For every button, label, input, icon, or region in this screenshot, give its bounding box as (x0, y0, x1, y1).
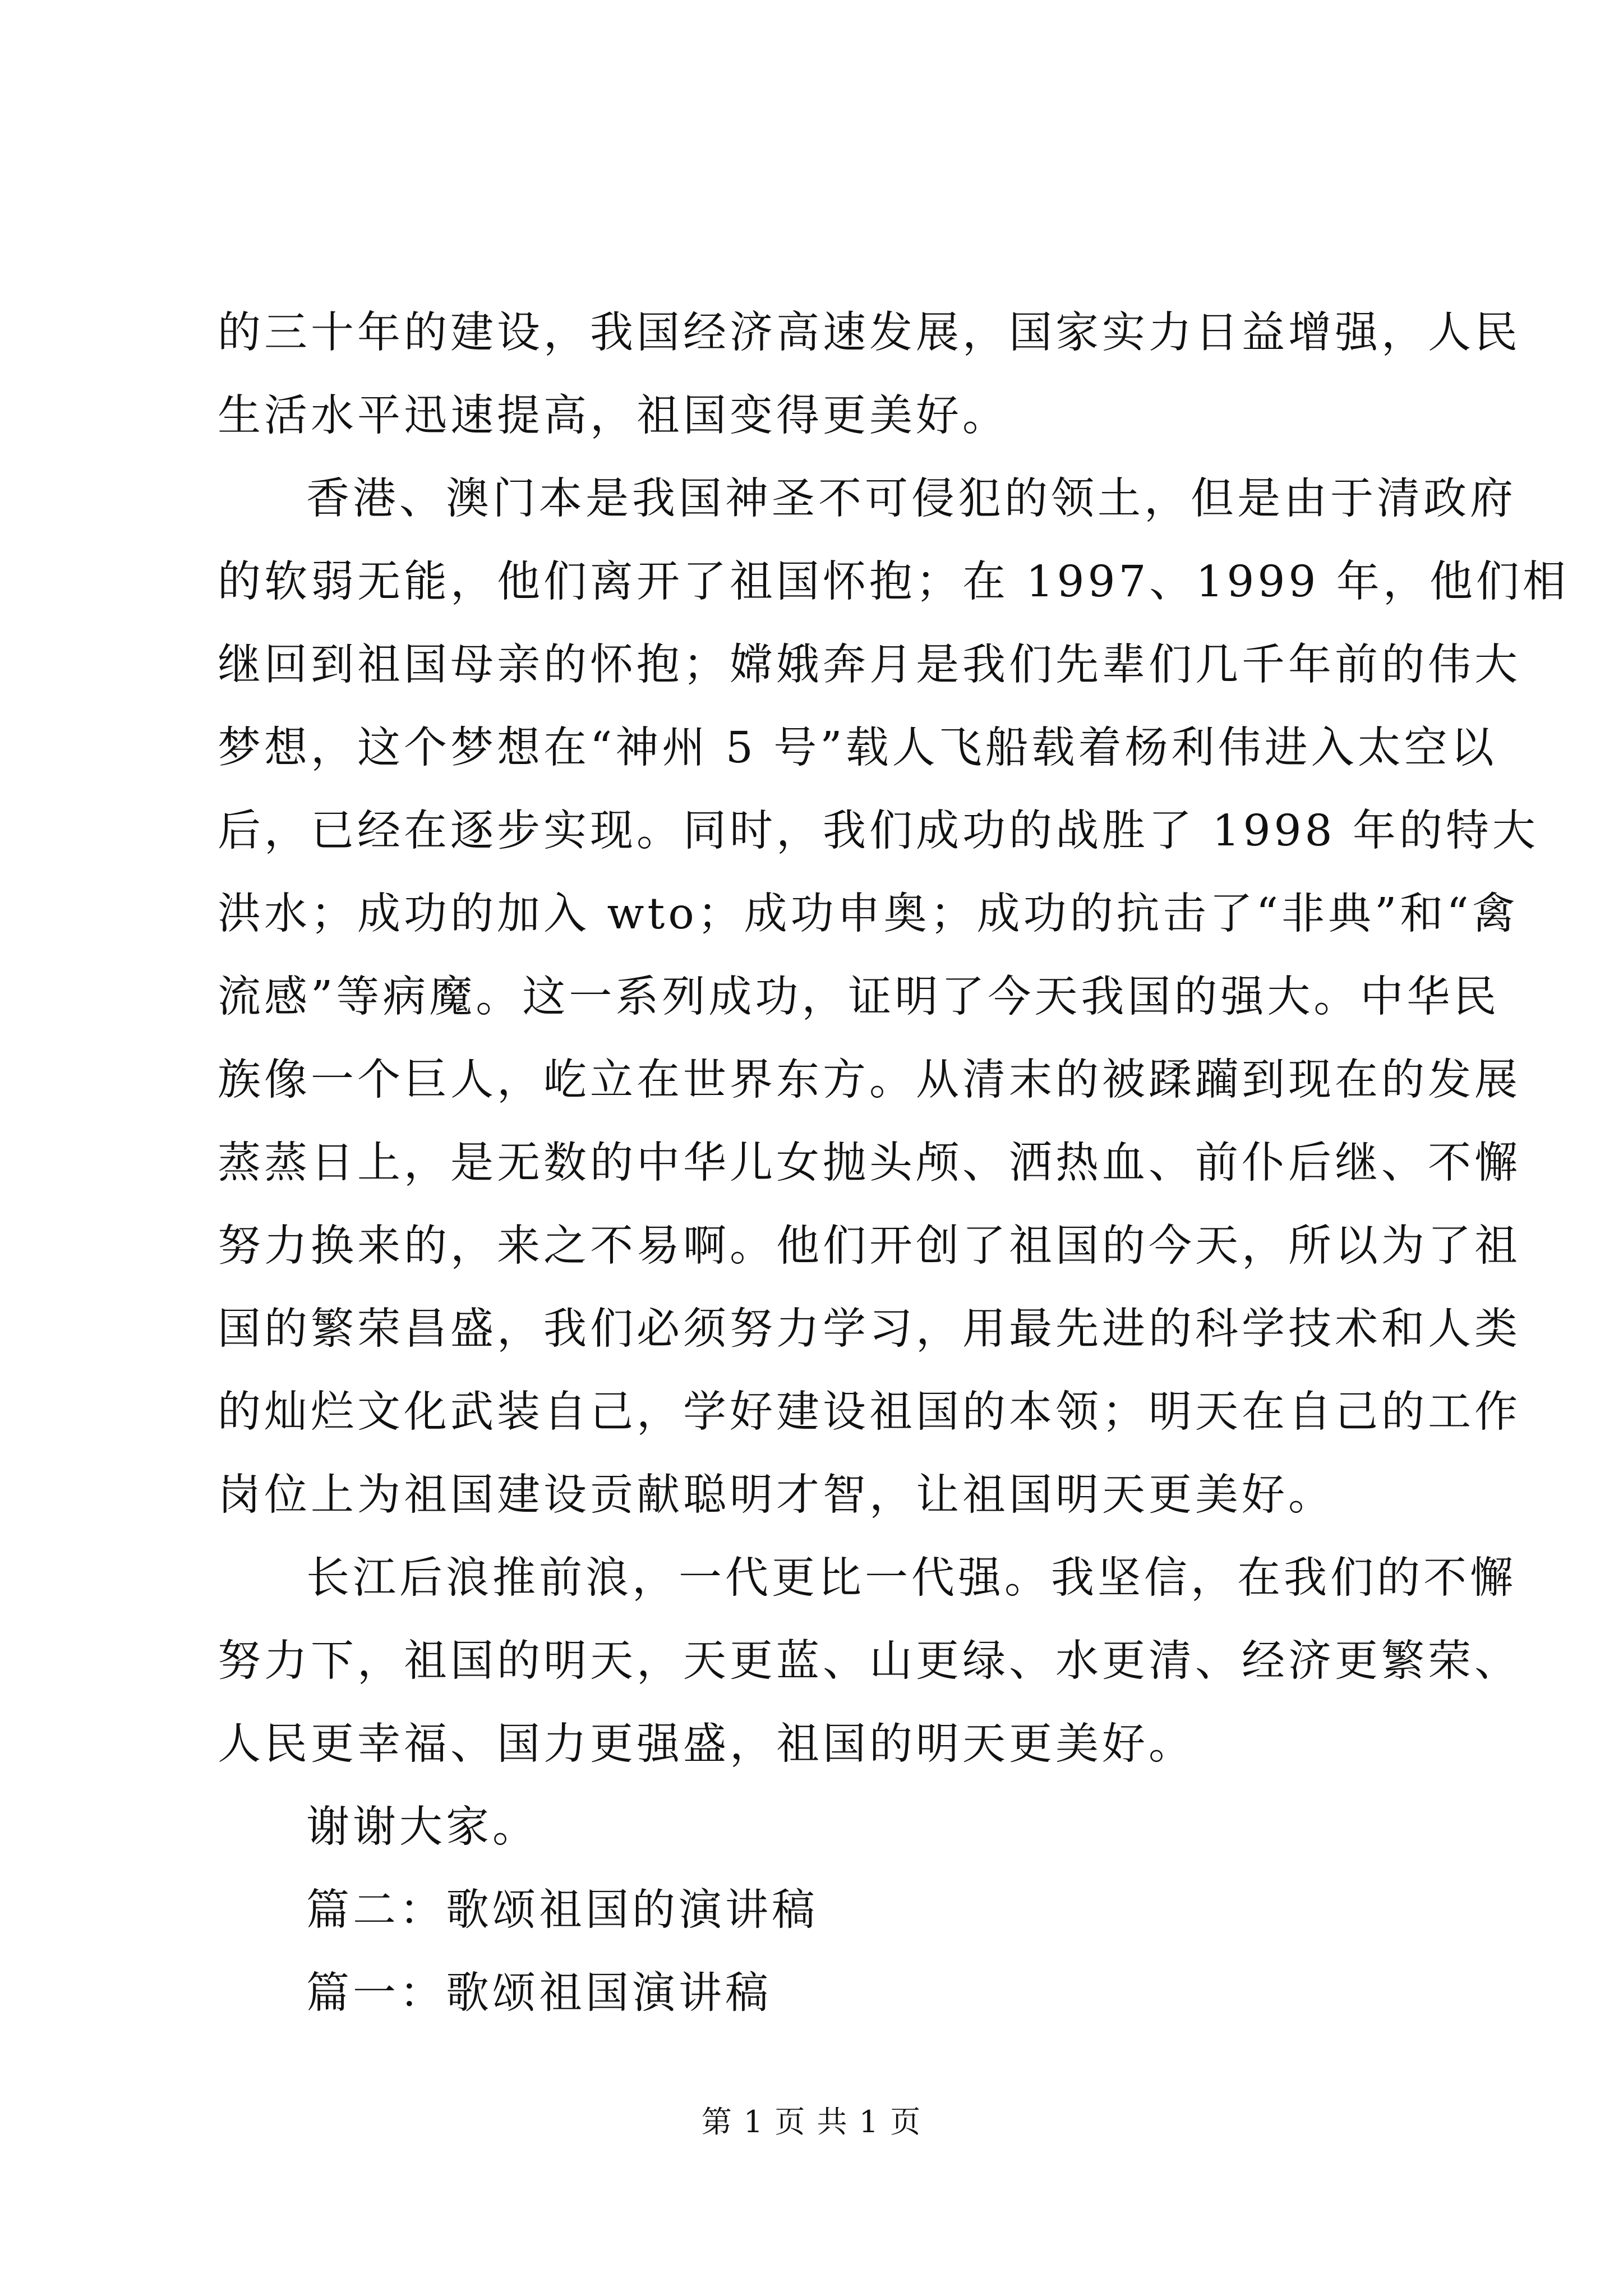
text-line: 人民更幸福、国力更强盛，祖国的明天更美好。 (218, 1719, 1195, 1769)
section-heading: 篇二：歌颂祖国的演讲稿 (306, 1885, 818, 1935)
text-line: 继回到祖国母亲的怀抱；嫦娥奔月是我们先辈们几千年前的伟大 (218, 640, 1521, 690)
text-line: 流感”等病魔。这一系列成功，证明了今天我国的强大。中华民 (218, 972, 1500, 1022)
document-body (218, 292, 1569, 2035)
text-line: 洪水；成功的加入 wto；成功申奥；成功的抗击了“非典”和“禽 (218, 889, 1519, 939)
text-line: 努力换来的，来之不易啊。他们开创了祖国的今天，所以为了祖 (218, 1221, 1521, 1271)
text-line: 国的繁荣昌盛，我们必须努力学习，用最先进的科学技术和人类 (218, 1304, 1521, 1354)
text-line: 的三十年的建设，我国经济高速发展，国家实力日益增强，人民 (218, 308, 1521, 358)
text-line: 梦想，这个梦想在“神州 5 号”载人飞船载着杨利伟进入太空以 (218, 723, 1497, 773)
paragraph-start-line: 香港、澳门本是我国神圣不可侵犯的领土，但是由于清政府 (306, 474, 1516, 524)
closing-line: 谢谢大家。 (306, 1802, 539, 1852)
text-line: 族像一个巨人，屹立在世界东方。从清末的被蹂躏到现在的发展 (218, 1055, 1521, 1105)
text-line: 后，已经在逐步实现。同时，我们成功的战胜了 1998 年的特大 (218, 806, 1539, 856)
text-line: 的软弱无能，他们离开了祖国怀抱；在 1997、1999 年，他们相 (218, 557, 1569, 607)
text-line: 努力下，祖国的明天，天更蓝、山更绿、水更清、经济更繁荣、 (218, 1636, 1521, 1686)
text-line: 蒸蒸日上，是无数的中华儿女抛头颅、洒热血、前仆后继、不懈 (218, 1138, 1521, 1188)
text-line: 的灿烂文化武装自己，学好建设祖国的本领；明天在自己的工作 (218, 1387, 1521, 1437)
page-footer: 第 1 页 共 1 页 (701, 2104, 922, 2139)
paragraph-start-line: 长江后浪推前浪，一代更比一代强。我坚信，在我们的不懈 (306, 1553, 1516, 1603)
text-line: 生活水平迅速提高，祖国变得更美好。 (218, 391, 1009, 441)
text-line: 岗位上为祖国建设贡献聪明才智，让祖国明天更美好。 (218, 1470, 1335, 1520)
section-heading: 篇一：歌颂祖国演讲稿 (306, 1968, 772, 2018)
